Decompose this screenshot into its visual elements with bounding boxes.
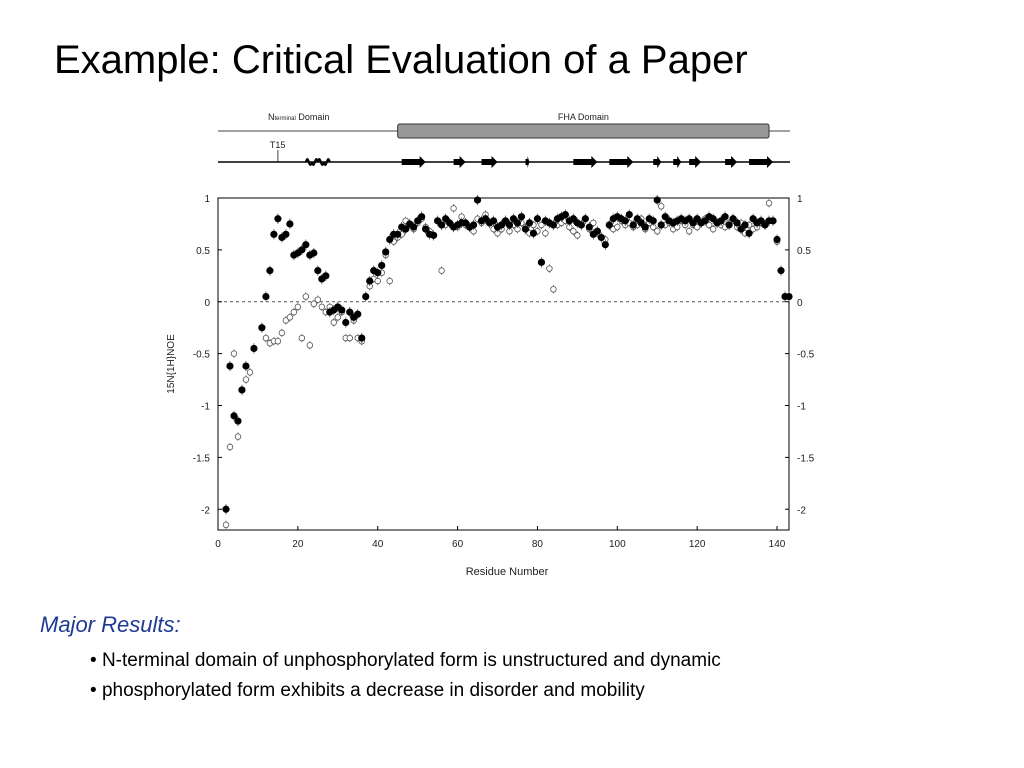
strand-arrow — [653, 156, 661, 168]
data-point-open — [575, 233, 581, 239]
data-point-filled — [239, 387, 245, 393]
data-point-open — [551, 287, 557, 293]
data-point-filled — [746, 230, 752, 236]
x-tick-label: 0 — [215, 539, 221, 550]
x-tick-label: 20 — [292, 539, 304, 550]
data-point-filled — [263, 293, 269, 299]
strand-arrow — [673, 156, 681, 168]
data-point-open — [319, 304, 325, 310]
data-point-open — [766, 200, 772, 206]
data-point-filled — [339, 307, 345, 313]
data-point-filled — [259, 324, 265, 330]
data-point-filled — [534, 216, 540, 222]
results-heading: Major Results: — [40, 612, 181, 637]
data-point-filled — [235, 418, 241, 424]
data-point-filled — [642, 224, 648, 230]
data-point-filled — [658, 222, 664, 228]
x-axis-label: Residue Number — [465, 566, 549, 578]
strand-arrow — [749, 156, 773, 168]
data-point-filled — [602, 241, 608, 247]
data-point-filled — [786, 293, 792, 299]
strand-arrow — [573, 156, 597, 168]
data-point-filled — [654, 197, 660, 203]
data-point-filled — [598, 234, 604, 240]
data-point-filled — [774, 236, 780, 242]
data-point-filled — [223, 506, 229, 512]
data-point-filled — [622, 218, 628, 224]
data-point-filled — [514, 220, 520, 226]
data-point-filled — [418, 213, 424, 219]
y-axis-label: 15N{1H}NOE — [166, 334, 177, 394]
data-point-open — [227, 444, 233, 450]
strand-arrow — [402, 156, 426, 168]
t15-residue-label: T15 — [269, 140, 286, 150]
data-point-filled — [474, 197, 480, 203]
fha-domain-label: FHA Domain — [557, 112, 609, 122]
data-point-filled — [438, 222, 444, 228]
data-point-filled — [550, 222, 556, 228]
data-point-filled — [410, 224, 416, 230]
plot-area — [166, 194, 815, 578]
data-point-open — [387, 278, 393, 284]
y-tick-label-left: -1 — [201, 401, 210, 413]
data-point-open — [263, 335, 269, 341]
data-point-filled — [578, 222, 584, 228]
data-point-filled — [287, 221, 293, 227]
x-tick-label: 80 — [531, 539, 544, 550]
y-tick-label-left: 0 — [204, 297, 210, 309]
result-item: • N-terminal domain of unphosphorylated form is unstructured and dynamic — [90, 646, 721, 676]
data-point-filled — [778, 267, 784, 273]
data-point-filled — [359, 335, 365, 341]
data-point-open — [223, 522, 229, 528]
slide-title: Example: Critical Evaluation of a Paper — [54, 38, 748, 82]
helix-element — [306, 159, 330, 165]
noe-figure — [160, 100, 840, 590]
data-point-open — [231, 351, 237, 357]
data-point-filled — [734, 220, 740, 226]
data-point-open — [295, 304, 301, 310]
data-point-filled — [275, 216, 281, 222]
strand-arrow — [525, 156, 529, 168]
data-point-filled — [594, 228, 600, 234]
strand-arrow — [454, 156, 466, 168]
x-tick-label: 60 — [452, 539, 464, 550]
data-point-filled — [367, 278, 373, 284]
data-point-filled — [343, 319, 349, 325]
data-point-filled — [311, 250, 317, 256]
y-tick-label-left: -2 — [201, 505, 210, 517]
data-point-open — [686, 228, 692, 234]
data-point-filled — [383, 249, 389, 255]
data-point-filled — [363, 293, 369, 299]
data-point-filled — [582, 216, 588, 222]
result-item: • phosphorylated form exhibits a decrease in disorder and mobility — [90, 676, 721, 706]
y-tick-label-right: -2 — [797, 505, 806, 517]
y-tick-label-left: 0.5 — [196, 245, 210, 257]
data-point-open — [235, 434, 241, 440]
results-list — [90, 646, 721, 706]
data-point-open — [331, 320, 337, 326]
y-tick-label-right: -1 — [797, 401, 806, 413]
data-point-filled — [227, 363, 233, 369]
strand-arrow — [609, 156, 633, 168]
data-point-open — [243, 377, 249, 383]
y-tick-label-left: -0.5 — [192, 349, 210, 361]
data-point-filled — [526, 220, 532, 226]
y-tick-label-right: -1.5 — [797, 453, 815, 465]
data-point-filled — [355, 311, 361, 317]
data-point-filled — [726, 222, 732, 228]
data-point-open — [291, 309, 297, 315]
x-tick-label: 100 — [608, 539, 626, 550]
data-point-filled — [430, 232, 436, 238]
data-point-filled — [271, 231, 277, 237]
y-tick-label-right: 0.5 — [797, 245, 811, 257]
data-point-filled — [538, 259, 544, 265]
filled-circle-series — [223, 195, 792, 515]
data-point-open — [439, 268, 445, 274]
fha-domain-bar — [398, 124, 769, 138]
y-tick-label-left: 1 — [204, 194, 210, 205]
y-tick-label-right: -0.5 — [797, 349, 815, 361]
data-point-filled — [267, 267, 273, 273]
y-tick-label-right: 0 — [797, 297, 803, 309]
data-point-open — [335, 315, 341, 321]
data-point-filled — [742, 222, 748, 228]
strand-arrow — [689, 156, 701, 168]
data-point-open — [303, 294, 309, 300]
data-point-filled — [586, 224, 592, 230]
data-point-open — [315, 297, 321, 303]
strand-arrow — [725, 156, 737, 168]
data-point-open — [615, 224, 621, 230]
y-tick-label-right: 1 — [797, 194, 803, 205]
data-point-filled — [470, 222, 476, 228]
data-point-filled — [243, 363, 249, 369]
data-point-open — [299, 335, 305, 341]
data-point-open — [287, 315, 293, 321]
data-point-open — [547, 266, 553, 272]
data-point-filled — [323, 273, 329, 279]
nterm-domain-label: Nterminal Domain — [268, 112, 330, 122]
open-circle-series — [223, 199, 780, 529]
data-point-open — [654, 228, 660, 234]
data-point-filled — [522, 226, 528, 232]
data-point-filled — [722, 213, 728, 219]
data-point-filled — [251, 345, 257, 351]
data-point-filled — [394, 231, 400, 237]
data-point-filled — [650, 218, 656, 224]
data-point-filled — [626, 211, 632, 217]
data-point-filled — [375, 270, 381, 276]
data-point-open — [247, 370, 253, 376]
data-point-filled — [303, 241, 309, 247]
data-point-filled — [518, 213, 524, 219]
data-point-filled — [283, 231, 289, 237]
data-point-filled — [630, 222, 636, 228]
domain-map — [218, 112, 790, 168]
data-point-filled — [770, 218, 776, 224]
data-point-filled — [562, 211, 568, 217]
data-point-filled — [506, 222, 512, 228]
data-point-open — [658, 204, 664, 210]
data-point-open — [275, 338, 281, 344]
data-point-open — [543, 230, 549, 236]
data-point-open — [347, 335, 353, 341]
strand-arrow — [482, 156, 498, 168]
data-point-open — [307, 343, 313, 349]
data-point-open — [710, 226, 716, 232]
data-point-filled — [530, 230, 536, 236]
data-point-open — [451, 206, 457, 212]
data-point-filled — [490, 218, 496, 224]
data-point-filled — [315, 267, 321, 273]
x-tick-label: 140 — [768, 539, 786, 550]
data-point-filled — [379, 262, 385, 268]
data-point-open — [375, 278, 381, 284]
y-tick-label-left: -1.5 — [192, 453, 210, 465]
data-point-open — [279, 330, 285, 336]
x-tick-label: 120 — [688, 539, 706, 550]
x-tick-label: 40 — [372, 539, 384, 550]
data-point-filled — [606, 222, 612, 228]
